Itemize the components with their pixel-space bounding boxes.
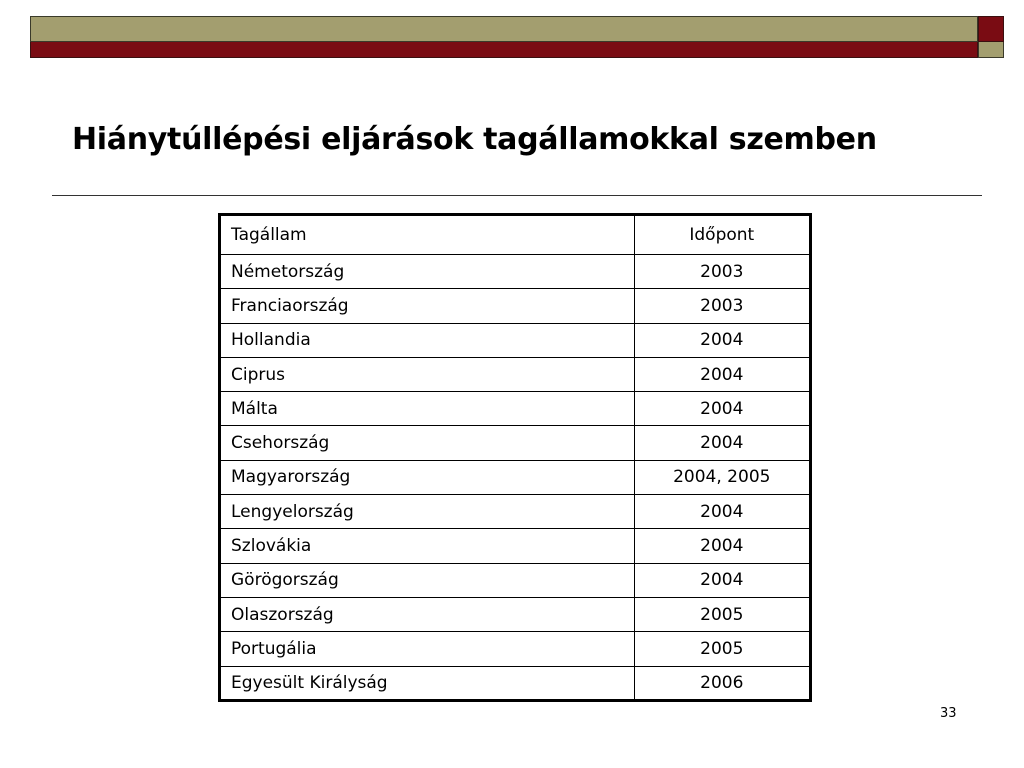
header-square-red bbox=[978, 16, 1004, 42]
cell-date: 2004 bbox=[634, 529, 810, 563]
cell-member-state: Ciprus bbox=[220, 357, 635, 391]
page-number: 33 bbox=[940, 706, 957, 721]
table-row bbox=[220, 392, 811, 426]
slide-title: Hiánytúllépési eljárások tagállamokkal szemben bbox=[72, 122, 877, 157]
cell-member-state: Lengyelország bbox=[220, 495, 635, 529]
cell-member-state: Csehország bbox=[220, 426, 635, 460]
cell-date: 2004, 2005 bbox=[634, 460, 810, 494]
cell-member-state: Franciaország bbox=[220, 289, 635, 323]
table-row bbox=[220, 460, 811, 494]
table-row bbox=[220, 357, 811, 391]
table-row bbox=[220, 323, 811, 357]
cell-date: 2004 bbox=[634, 563, 810, 597]
table-row bbox=[220, 255, 811, 289]
table-row bbox=[220, 495, 811, 529]
cell-date: 2004 bbox=[634, 392, 810, 426]
header-member-state: Tagállam bbox=[220, 215, 635, 255]
cell-date: 2006 bbox=[634, 666, 810, 700]
table-row bbox=[220, 666, 811, 700]
table-row bbox=[220, 289, 811, 323]
header-square-olive bbox=[978, 42, 1004, 58]
title-divider bbox=[52, 195, 982, 196]
table-row bbox=[220, 597, 811, 631]
table-row bbox=[220, 529, 811, 563]
cell-date: 2004 bbox=[634, 357, 810, 391]
cell-member-state: Egyesült Királyság bbox=[220, 666, 635, 700]
cell-member-state: Magyarország bbox=[220, 460, 635, 494]
member-states-table bbox=[218, 213, 812, 702]
cell-member-state: Németország bbox=[220, 255, 635, 289]
cell-member-state: Hollandia bbox=[220, 323, 635, 357]
header-band-olive bbox=[30, 16, 978, 42]
cell-member-state: Olaszország bbox=[220, 597, 635, 631]
cell-date: 2005 bbox=[634, 597, 810, 631]
cell-member-state: Szlovákia bbox=[220, 529, 635, 563]
header-date: Időpont bbox=[634, 215, 810, 255]
header-band-red bbox=[30, 42, 978, 58]
table-row bbox=[220, 426, 811, 460]
cell-member-state: Görögország bbox=[220, 563, 635, 597]
cell-date: 2003 bbox=[634, 255, 810, 289]
cell-date: 2004 bbox=[634, 495, 810, 529]
cell-date: 2004 bbox=[634, 426, 810, 460]
cell-date: 2004 bbox=[634, 323, 810, 357]
cell-date: 2003 bbox=[634, 289, 810, 323]
cell-member-state: Portugália bbox=[220, 632, 635, 666]
table-header-row bbox=[220, 215, 811, 255]
cell-member-state: Málta bbox=[220, 392, 635, 426]
table-row bbox=[220, 563, 811, 597]
table-row bbox=[220, 632, 811, 666]
cell-date: 2005 bbox=[634, 632, 810, 666]
